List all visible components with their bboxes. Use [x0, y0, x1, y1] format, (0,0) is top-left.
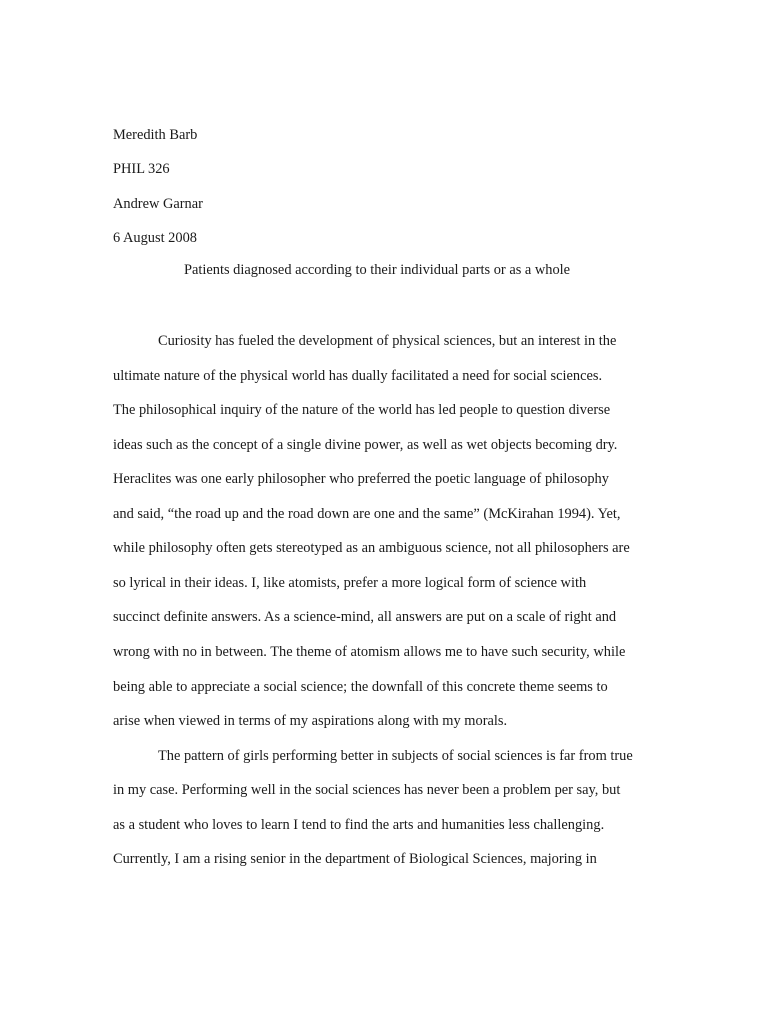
body-line-4: ideas such as the concept of a single divine power, as well as wet objects becoming dry.: [113, 437, 618, 453]
body-line-9: succinct definite answers. As a science-mind, all answers are put on a scale of right and: [113, 609, 617, 625]
paper-date: 6 August 2008: [113, 230, 197, 246]
body-line-10: wrong with no in between. The theme of atomism allows me to have such security, while: [113, 644, 626, 660]
body-line-1: Curiosity has fueled the development of physical sciences, but an interest in the: [158, 333, 617, 349]
body-line-12: arise when viewed in terms of my aspirations along with my morals.: [113, 713, 508, 729]
body-line-2: ultimate nature of the physical world has dually facilitated a need for social sciences.: [113, 368, 603, 384]
body-line-8: so lyrical in their ideas. I, like atomists, prefer a more logical form of science with: [113, 575, 587, 591]
body-line-3: The philosophical inquiry of the nature of the world has led people to question diverse: [113, 402, 611, 418]
body-line-14: in my case. Performing well in the social sciences has never been a problem per say, but: [113, 782, 621, 798]
body-line-16: Currently, I am a rising senior in the department of Biological Sciences, majoring in: [113, 851, 597, 867]
body-line-13: The pattern of girls performing better in subjects of social sciences is far from true: [158, 748, 633, 764]
author-name: Meredith Barb: [113, 127, 198, 143]
body-line-6: and said, “the road up and the road down are one and the same” (McKirahan 1994). Yet,: [113, 506, 621, 522]
instructor-name: Andrew Garnar: [113, 196, 203, 212]
body-line-11: being able to appreciate a social science; the downfall of this concrete theme seems to: [113, 679, 608, 695]
course-code: PHIL 326: [113, 161, 170, 177]
paper-title: Patients diagnosed according to their individual parts or as a whole: [184, 262, 571, 278]
body-line-5: Heraclites was one early philosopher who preferred the poetic language of philosophy: [113, 471, 609, 487]
body-line-15: as a student who loves to learn I tend to find the arts and humanities less challenging.: [113, 817, 605, 833]
body-line-7: while philosophy often gets stereotyped as an ambiguous science, not all philosophers are: [113, 540, 630, 556]
